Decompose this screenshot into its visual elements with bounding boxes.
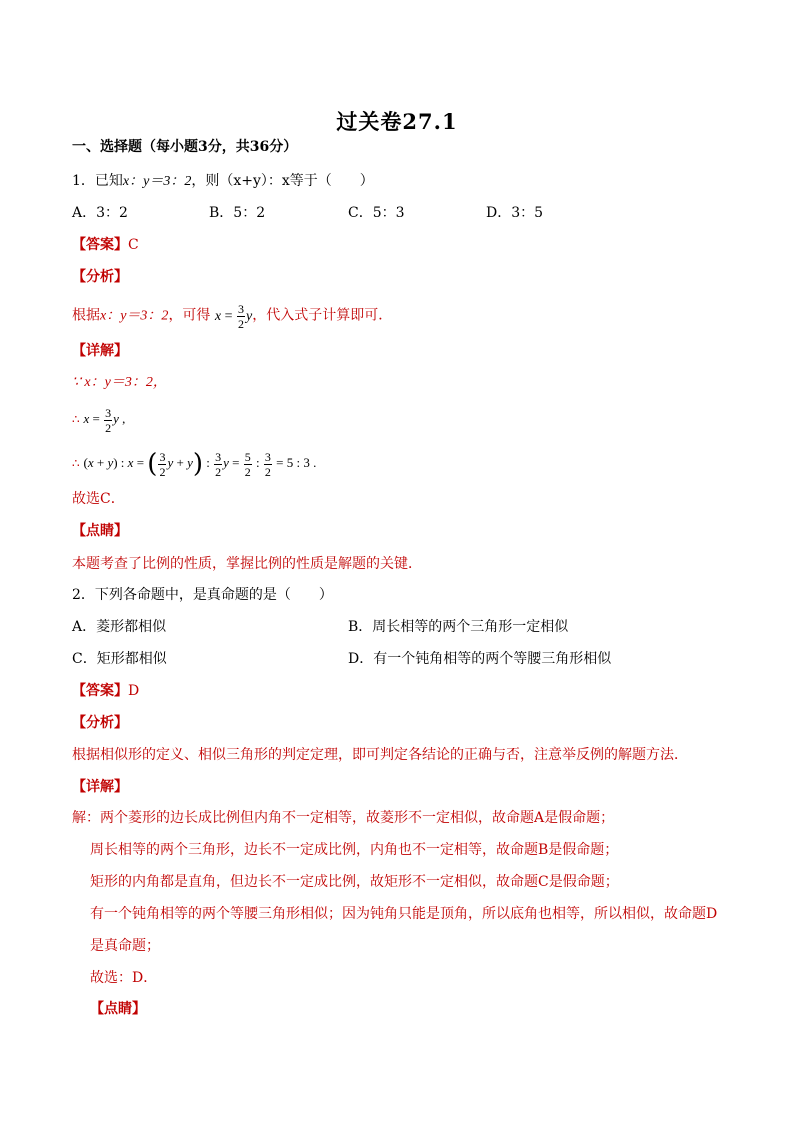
q2-option-a: A．菱形都相似	[72, 619, 167, 635]
q1-step-3-formula: (x + y) : x = ( $\frac{3}{2}$ y + y) : $\frac{3}{2}$ y = $\frac{5}{2}$ : $\frac{3}{2}$ = 5 : 3 .	[83, 449, 317, 480]
q1-answer	[72, 236, 139, 254]
q2-detail-line: 周长相等的两个三角形，边长不一定成比例，内角也不一定相等，故命题B是假命题；	[90, 842, 619, 858]
q1-comment-label: 【点睛】	[72, 523, 128, 539]
q2-option-d: D．有一个钝角相等的两个等腰三角形相似	[348, 651, 612, 667]
q1-stem	[72, 172, 374, 191]
q2-detail-line: 矩形的内角都是直角，但边长不一定成比例，故矩形不一定相似，故命题C是假命题；	[90, 874, 619, 890]
q1-option-c: C．5：3	[348, 205, 405, 221]
q2-option-c: C．矩形都相似	[72, 651, 167, 667]
q2-detail-line: 是真命题；	[90, 938, 160, 954]
q1-step-1: ∵ x：y＝3：2，	[72, 375, 167, 390]
q1-analysis-middle: ，可得	[168, 307, 211, 324]
q1-option-d: D．3：5	[486, 205, 544, 221]
q2-option-b: B．周长相等的两个三角形一定相似	[348, 619, 569, 635]
q1-option-b: B．5：2	[209, 205, 266, 221]
q1-step-3	[72, 450, 316, 479]
q1-stem-end: ，则（x+y）：x等于（ ）	[191, 173, 374, 189]
q2-analysis-label: 【分析】	[72, 715, 128, 731]
therefore-symbol: ∴	[72, 456, 80, 471]
q2-stem: 2．下列各命题中，是真命题的是（ ）	[72, 587, 333, 603]
q1-analysis-label: 【分析】	[72, 269, 128, 285]
q1-answer-value: C	[128, 237, 139, 253]
q1-step-2	[72, 406, 125, 435]
q1-analysis	[72, 302, 392, 331]
q1-step-2-formula: x = $\frac{3}{2}$ y ,	[83, 406, 126, 435]
q1-detail-label: 【详解】	[72, 343, 128, 359]
q1-answer-label: 【答案】	[72, 237, 128, 253]
q1-option-a: A．3：2	[72, 205, 128, 221]
q1-analysis-ratio: x：y＝3：2	[100, 308, 169, 324]
q1-stem-ratio: x：y＝3：2	[122, 174, 192, 189]
q2-comment-label: 【点睛】	[90, 1001, 146, 1017]
q2-detail-line: 解：两个菱形的边长成比例但内角不一定相等，故菱形不一定相似，故命题A是假命题；	[72, 810, 615, 826]
q1-conclusion: 故选C．	[72, 491, 125, 507]
q2-answer-label: 【答案】	[72, 683, 128, 699]
q1-comment: 本题考查了比例的性质，掌握比例的性质是解题的关键．	[72, 556, 422, 572]
therefore-symbol: ∴	[72, 412, 80, 427]
q2-detail-line: 有一个钝角相等的两个等腰三角形相似；因为钝角只能是顶角，所以底角也相等，所以相似，故命题D	[90, 906, 718, 922]
q2-detail-line: 故选：D．	[90, 970, 158, 986]
section-heading: 一、选择题（每小题3分，共36分）	[72, 139, 298, 155]
q2-answer	[72, 682, 139, 700]
q1-analysis-end: ，代入式子计算即可．	[252, 307, 393, 324]
q1-stem-start: 1．已知	[72, 173, 123, 189]
q1-formula-x-equals: x = $\frac{3}{2}$ y	[214, 302, 253, 331]
page-title: 过关卷27.1	[336, 109, 458, 134]
q2-detail-label: 【详解】	[72, 779, 128, 795]
q1-analysis-start: 根据	[72, 307, 100, 324]
q2-analysis: 根据相似形的定义、相似三角形的判定定理，即可判定各结论的正确与否，注意举反例的解题方法．	[72, 747, 688, 763]
q2-answer-value: D	[128, 683, 140, 699]
